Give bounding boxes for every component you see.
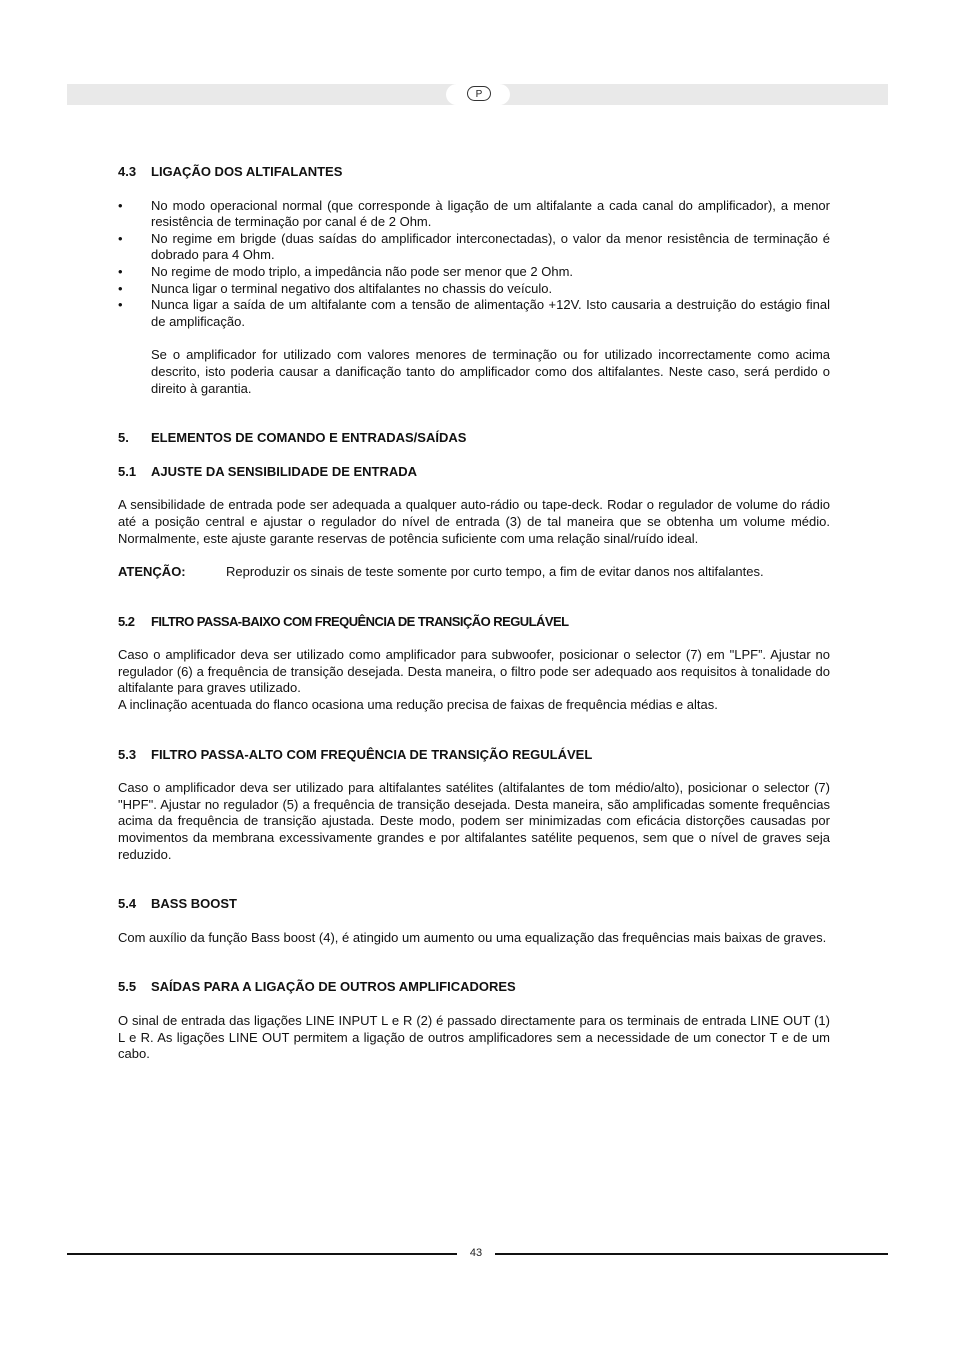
- footer-rule-left: [67, 1253, 457, 1255]
- section-5-2-text: Caso o amplificador deva ser utilizado como amplificador para subwoofer, posicionar o selector (7) em "LPF”. Ajustar no regulador (6) a frequência de transição desejada. Desta maneira, o filtro pode ser adequado aos requisitos à tonalidade do altifalante para graves utilizado.: [118, 647, 830, 696]
- attention-text: Reproduzir os sinais de teste somente por curto tempo, a fim de evitar danos nos altifalantes.: [226, 564, 764, 580]
- section-heading-5: 5. ELEMENTOS DE COMANDO E ENTRADAS/SAÍDAS: [118, 430, 467, 446]
- attention-note: [118, 564, 830, 581]
- section-heading-5-2: 5.2 FILTRO PASSA-BAIXO COM FREQUÊNCIA DE TRANSIÇÃO REGULÁVEL: [118, 613, 569, 629]
- section-heading-5-5: 5.5 SAÍDAS PARA A LIGAÇÃO DE OUTROS AMPLIFICADORES: [118, 979, 516, 995]
- bullet-item: • No regime em brigde (duas saídas do amplificador interconectadas), o valor da menor resistência de terminação é dobrado para 4 Ohm.: [118, 230, 830, 263]
- bullet-icon: •: [118, 263, 123, 279]
- section-heading-4-3: 4.3 LIGAÇÃO DOS ALTIFALANTES: [118, 164, 343, 179]
- section-heading-5-3: 5.3 FILTRO PASSA-ALTO COM FREQUÊNCIA DE TRANSIÇÃO REGULÁVEL: [118, 746, 593, 762]
- bullet-icon: •: [118, 197, 123, 213]
- section-5-1-text: A sensibilidade de entrada pode ser adequada a qualquer auto-rádio ou tape-deck. Rodar o regulador de volume do rádio até a posição central e ajustar o regulador do nível de entrada (3) de tal maneira que se obtenha um volume médio. Normalmente, este ajuste garante reservas de potência suficiente com uma relação sinal/ruído ideal.: [118, 497, 830, 546]
- footer-rule-right: [495, 1253, 888, 1255]
- warranty-note: Se o amplificador for utilizado com valores menores de terminação ou for utilizado incorrectamente como acima descrito, isto poderia causar a danificação tanto do amplificador como dos altifalantes. Neste caso, será perdido o direito à garantia.: [151, 347, 830, 396]
- section-heading-5-4: 5.4 BASS BOOST: [118, 896, 237, 912]
- page-number: 43: [469, 1247, 483, 1259]
- section-5-5-text: O sinal de entrada das ligações LINE INPUT L e R (2) é passado directamente para os terminais de entrada LINE OUT (1) L e R. As ligações LINE OUT permitem a ligação de outros amplificadores sem a necessidade de um conector T e de um cabo.: [118, 1013, 830, 1062]
- bullet-icon: •: [118, 297, 123, 313]
- section-5-2-text-2: A inclinação acentuada do flanco ocasiona uma redução precisa de faixas de frequência médias e altas.: [118, 697, 718, 713]
- bullet-item: • No regime de modo triplo, a impedância não pode ser menor que 2 Ohm.: [118, 263, 574, 279]
- section-5-4-text: Com auxílio da função Bass boost (4), é atingido um aumento ou uma equalização das frequências mais baixas de graves.: [118, 929, 827, 945]
- attention-label: ATENÇÃO:: [118, 564, 186, 580]
- speaker-bullet-list: [118, 198, 830, 331]
- section-heading-5-1: 5.1 AJUSTE DA SENSIBILIDADE DE ENTRADA: [118, 463, 418, 479]
- bullet-item: • No modo operacional normal (que corresponde à ligação de um altifalante a cada canal do amplificador), a menor resistência de terminação por canal é de 2 Ohm.: [118, 197, 830, 230]
- page-content: [118, 164, 830, 1063]
- bullet-item: • Nunca ligar o terminal negativo dos altifalantes no chassis do veículo.: [118, 280, 553, 296]
- bullet-icon: •: [118, 230, 123, 246]
- bullet-icon: •: [118, 280, 123, 296]
- section-5-3-text: Caso o amplificador deva ser utilizado para altifalantes satélites (altifalantes de tom médio/alto), posicionar o selector (7) "HPF". Ajustar no regulador (5) a frequência de transição desejada. Desta maneira, são amplificadas somente frequências acima da frequência de transição ajustada. Deste modo, podem ser minimizadas com eficácia distorções causadas por movimentos da membrana excessivamente grandes e por altifalantes satélite pequenos, sem que o nível de graves seja reduzido.: [118, 780, 830, 862]
- language-badge: P: [467, 86, 491, 101]
- bullet-item: • Nunca ligar a saída de um altifalante com a tensão de alimentação +12V. Isto causaria a destruição do estágio final de amplificação.: [118, 297, 830, 329]
